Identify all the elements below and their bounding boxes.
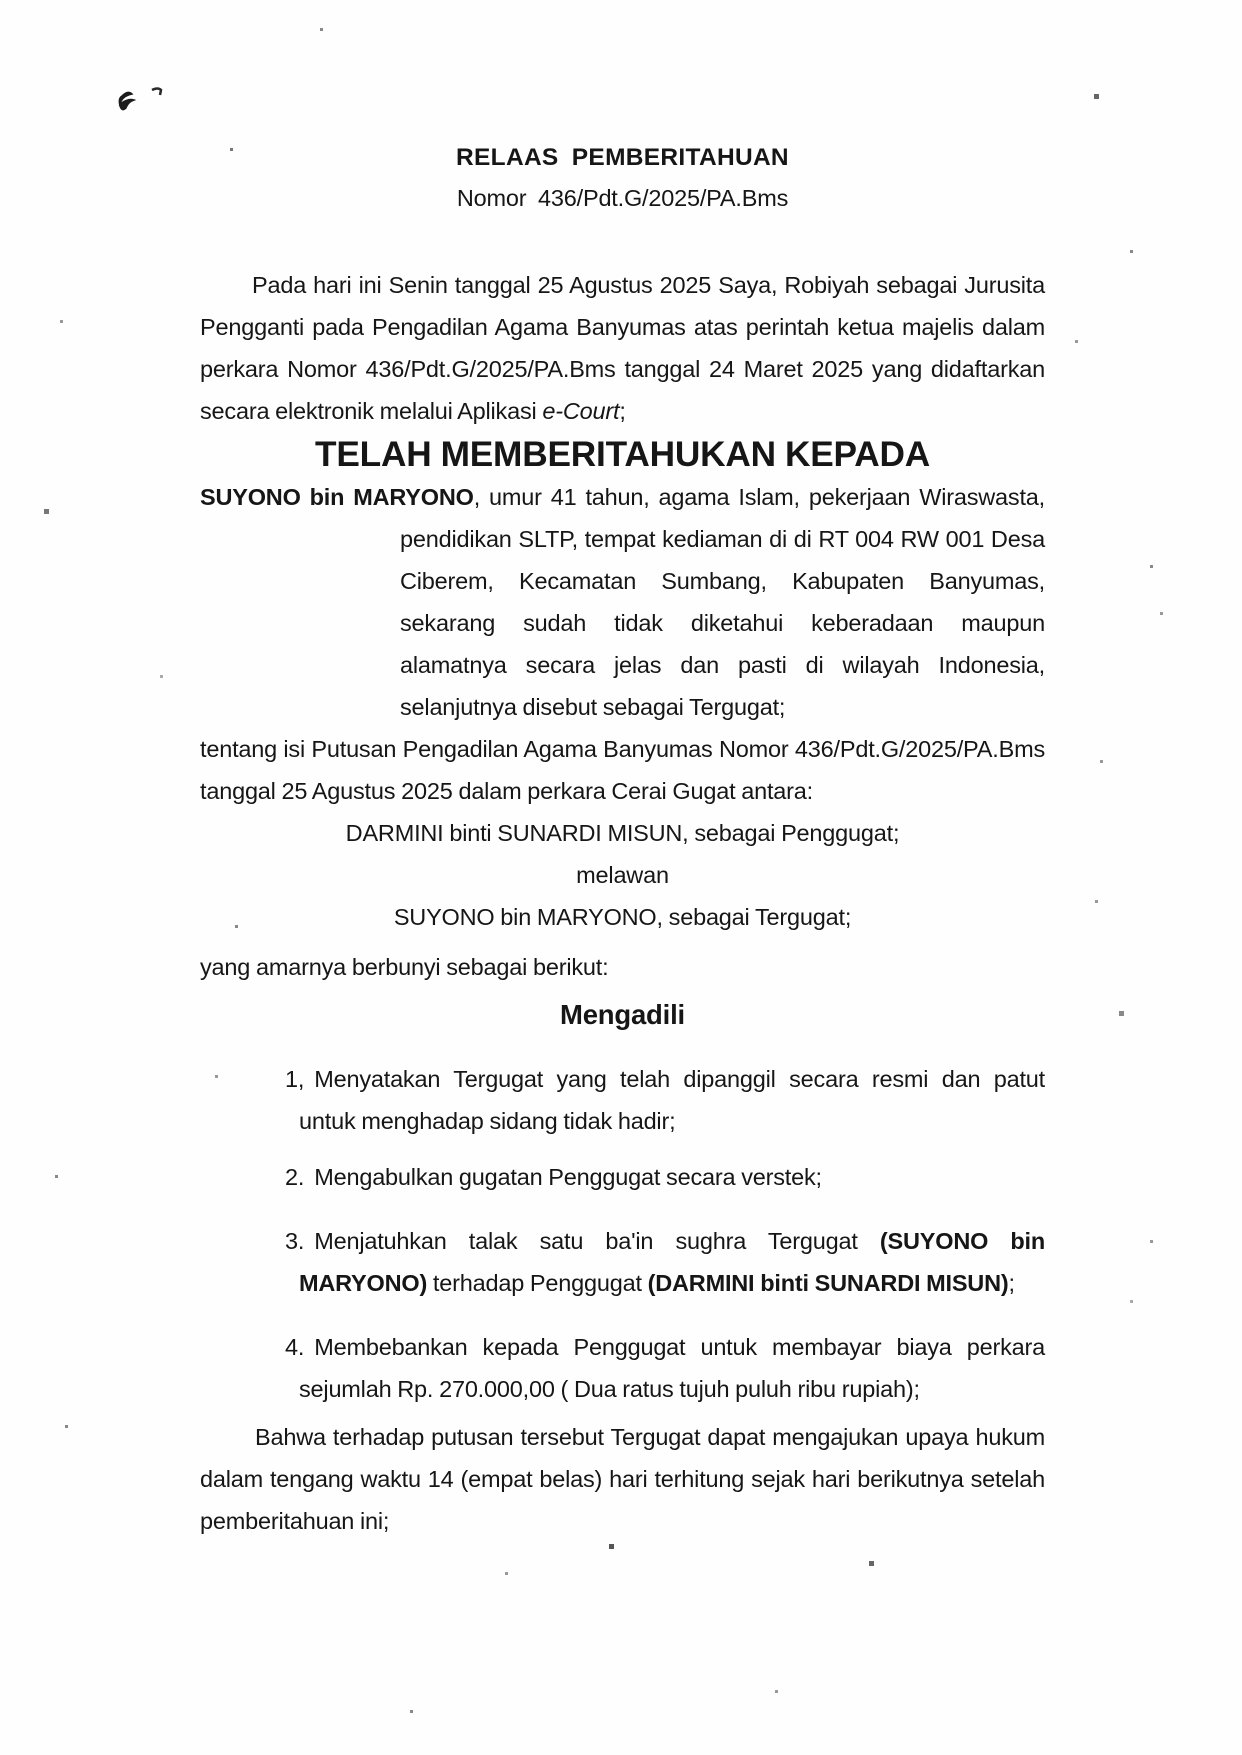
ruling-reference-paragraph: tentang isi Putusan Pengadilan Agama Banyumas Nomor 436/Pdt.G/2025/PA.Bms tanggal 25 Agustus 2025 dalam perkara Cerai Gugat antara:: [200, 736, 1045, 804]
ink-mark: [100, 78, 180, 118]
versus-line: melawan: [576, 862, 669, 888]
plaintiff-line: DARMINI binti SUNARDI MISUN, sebagai Penggugat;: [345, 820, 900, 846]
scan-speckles: [0, 0, 3, 3]
closing-paragraph: Bahwa terhadap putusan tersebut Tergugat dapat mengajukan upaya hukum dalam tengang waktu 14 (empat belas) hari terhitung sejak hari berikutnya setelah pemberitahuan ini;: [200, 1424, 1045, 1534]
item-2-text: Mengabulkan gugatan Penggugat secara verstek;: [314, 1164, 822, 1190]
item-3-text-mid: terhadap Penggugat: [427, 1270, 648, 1296]
verdict-item-1: [285, 1058, 1045, 1142]
verdict-item-2: [285, 1156, 1045, 1198]
document-content: [0, 140, 1242, 1542]
item-3-text-post: ;: [1008, 1270, 1015, 1296]
defendant-details: , umur 41 tahun, agama Islam, pekerjaan Wiraswasta, pendidikan SLTP, tempat kediaman di di RT 004 RW 001 Desa Ciberem, Kecamatan Sumbang, Kabupaten Banyumas, sekarang sudah tidak diketahui keberadaan maupun alamatnya secara jelas dan pasti di wilayah Indonesia, selanjutnya disebut sebagai Tergugat;: [400, 484, 1045, 720]
opening-paragraph: [200, 264, 1045, 432]
verdict-heading: Mengadili: [560, 999, 685, 1030]
item-3-text-pre: Menjatuhkan talak satu ba'in sughra Tergugat: [314, 1228, 880, 1254]
item-4-number: 4.: [285, 1334, 305, 1360]
opening-text: Pada hari ini Senin tanggal 25 Agustus 2025 Saya, Robiyah sebagai Jurusita Pengganti pada Pengadilan Agama Banyumas atas perintah ketua majelis dalam perkara Nomor 436/Pdt.G/2025/PA.Bms tanggal 24 Maret 2025 yang didaftarkan secara elektronik melalui Aplikasi: [200, 272, 1045, 424]
verdict-intro-line: yang amarnya berbunyi sebagai berikut:: [200, 954, 609, 980]
verdict-item-4: [285, 1326, 1045, 1410]
item-3-defendant-name: (SUYONO bin MARYONO): [299, 1228, 1045, 1296]
document-title: RELAAS PEMBERITAHUAN: [456, 144, 789, 171]
ecourt-italic-text: e-Court: [542, 398, 620, 424]
item-1-number: 1,: [285, 1066, 305, 1092]
defendant-line: SUYONO bin MARYONO, sebagai Tergugat;: [393, 904, 852, 930]
item-3-plaintiff-name: (DARMINI binti SUNARDI MISUN): [647, 1270, 1009, 1296]
opening-text-end: ;: [619, 398, 626, 424]
case-number: Nomor 436/Pdt.G/2025/PA.Bms: [456, 185, 789, 211]
notify-heading: TELAH MEMBERITAHUKAN KEPADA: [314, 435, 931, 474]
defendant-identity-paragraph: [200, 476, 1045, 728]
item-4-text: Membebankan kepada Penggugat untuk membayar biaya perkara sejumlah Rp. 270.000,00 ( Dua ratus tujuh puluh ribu rupiah);: [299, 1334, 1045, 1402]
item-3-number: 3.: [285, 1228, 305, 1254]
item-2-number: 2.: [285, 1164, 305, 1190]
defendant-name: SUYONO bin MARYONO: [200, 484, 474, 510]
verdict-item-3: [285, 1220, 1045, 1304]
item-1-text: Menyatakan Tergugat yang telah dipanggil secara resmi dan patut untuk menghadap sidang tidak hadir;: [299, 1066, 1045, 1134]
